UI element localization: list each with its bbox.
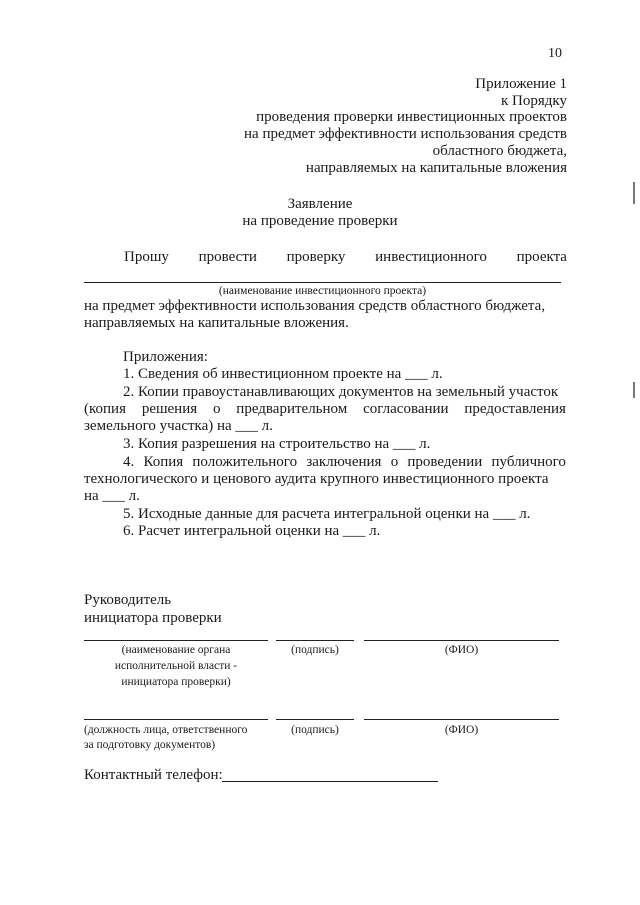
- attachment-word: предоставления: [464, 401, 566, 417]
- attachment-item-line: [84, 401, 566, 418]
- request-word: инвестиционного: [375, 249, 487, 265]
- position-line[interactable]: [84, 719, 268, 720]
- attachment-word: предварительном: [236, 401, 348, 417]
- attachment-item-line: технологического и ценового аудита крупного инвестиционного проекта: [84, 471, 549, 487]
- org-name-caption: инициатора проверки): [121, 676, 231, 688]
- document-title: Заявление: [287, 196, 353, 212]
- attachment-item: 2. Копии правоустанавливающих документов на земельный участок: [123, 384, 559, 400]
- request-word: Прошу: [124, 249, 169, 265]
- attachment-word: 4.: [123, 454, 135, 470]
- request-word: провести: [198, 249, 257, 265]
- page-number: 10: [548, 46, 562, 61]
- attachment-item: 5. Исходные данные для расчета интегральной оценки на ___ л.: [123, 506, 531, 522]
- signature-caption: (подпись): [291, 644, 339, 656]
- attachment-word: о: [390, 454, 399, 470]
- org-name-caption: исполнительной власти -: [114, 660, 238, 672]
- signature-line[interactable]: [276, 640, 354, 641]
- attachment-word: проведении: [407, 454, 483, 470]
- signature-line[interactable]: [276, 719, 354, 720]
- attachment-word: положительного: [192, 454, 298, 470]
- org-name-caption: (наименование органа: [121, 644, 231, 656]
- request-sentence: [124, 249, 567, 266]
- position-caption: за подготовку документов): [84, 739, 216, 751]
- attachment-item-line: земельного участка) на ___ л.: [84, 418, 273, 434]
- attachment-word: публичного: [491, 454, 566, 470]
- full-name-line[interactable]: [364, 719, 559, 720]
- attachment-item: 3. Копия разрешения на строительство на ___ л.: [123, 436, 431, 452]
- full-name-line[interactable]: [364, 640, 559, 641]
- attachment-word: заключения: [306, 454, 382, 470]
- org-name-line[interactable]: [84, 640, 268, 641]
- appendix-line: областного бюджета,: [432, 143, 567, 159]
- attachment-item: 6. Расчет интегральной оценки на ___ л.: [123, 523, 381, 539]
- project-name-caption: (наименование инвестиционного проекта): [218, 285, 427, 297]
- attachment-word: согласовании: [363, 401, 449, 417]
- appendix-line: проведения проверки инвестиционных проектов: [256, 109, 567, 125]
- contact-phone-label: Контактный телефон:: [84, 767, 223, 783]
- attachment-word: Копия: [143, 454, 184, 470]
- attachment-word: (копия: [84, 401, 126, 417]
- contact-phone-line[interactable]: [222, 781, 438, 782]
- signature-caption: (подпись): [291, 724, 339, 736]
- purpose-line: направляемых на капитальные вложения.: [84, 315, 349, 331]
- attachments-title: Приложения:: [123, 349, 208, 365]
- attachment-word: о: [212, 401, 221, 417]
- appendix-line: на предмет эффективности использования средств: [244, 126, 567, 142]
- signatory-title: Руководитель: [84, 592, 172, 608]
- attachment-item-line: на ___ л.: [84, 488, 140, 504]
- request-word: проекта: [516, 249, 567, 265]
- attachment-item: 1. Сведения об инвестиционном проекте на ___ л.: [123, 366, 443, 382]
- scan-edge-mark: [633, 382, 635, 398]
- attachment-item: [123, 454, 566, 471]
- full-name-caption: (ФИО): [444, 644, 479, 656]
- request-word: проверку: [286, 249, 346, 265]
- appendix-title: Приложение 1: [475, 76, 567, 92]
- signatory-subtitle: инициатора проверки: [84, 610, 222, 626]
- position-caption: (должность лица, ответственного: [84, 724, 248, 736]
- appendix-line: направляемых на капитальные вложения: [305, 160, 567, 176]
- full-name-caption: (ФИО): [444, 724, 479, 736]
- purpose-line: на предмет эффективности использования средств областного бюджета,: [84, 298, 546, 314]
- attachment-word: решения: [141, 401, 198, 417]
- project-name-line[interactable]: [84, 282, 561, 283]
- appendix-line: к Порядку: [501, 93, 567, 109]
- document-subtitle: на проведение проверки: [242, 213, 398, 229]
- scan-edge-mark: [633, 182, 635, 204]
